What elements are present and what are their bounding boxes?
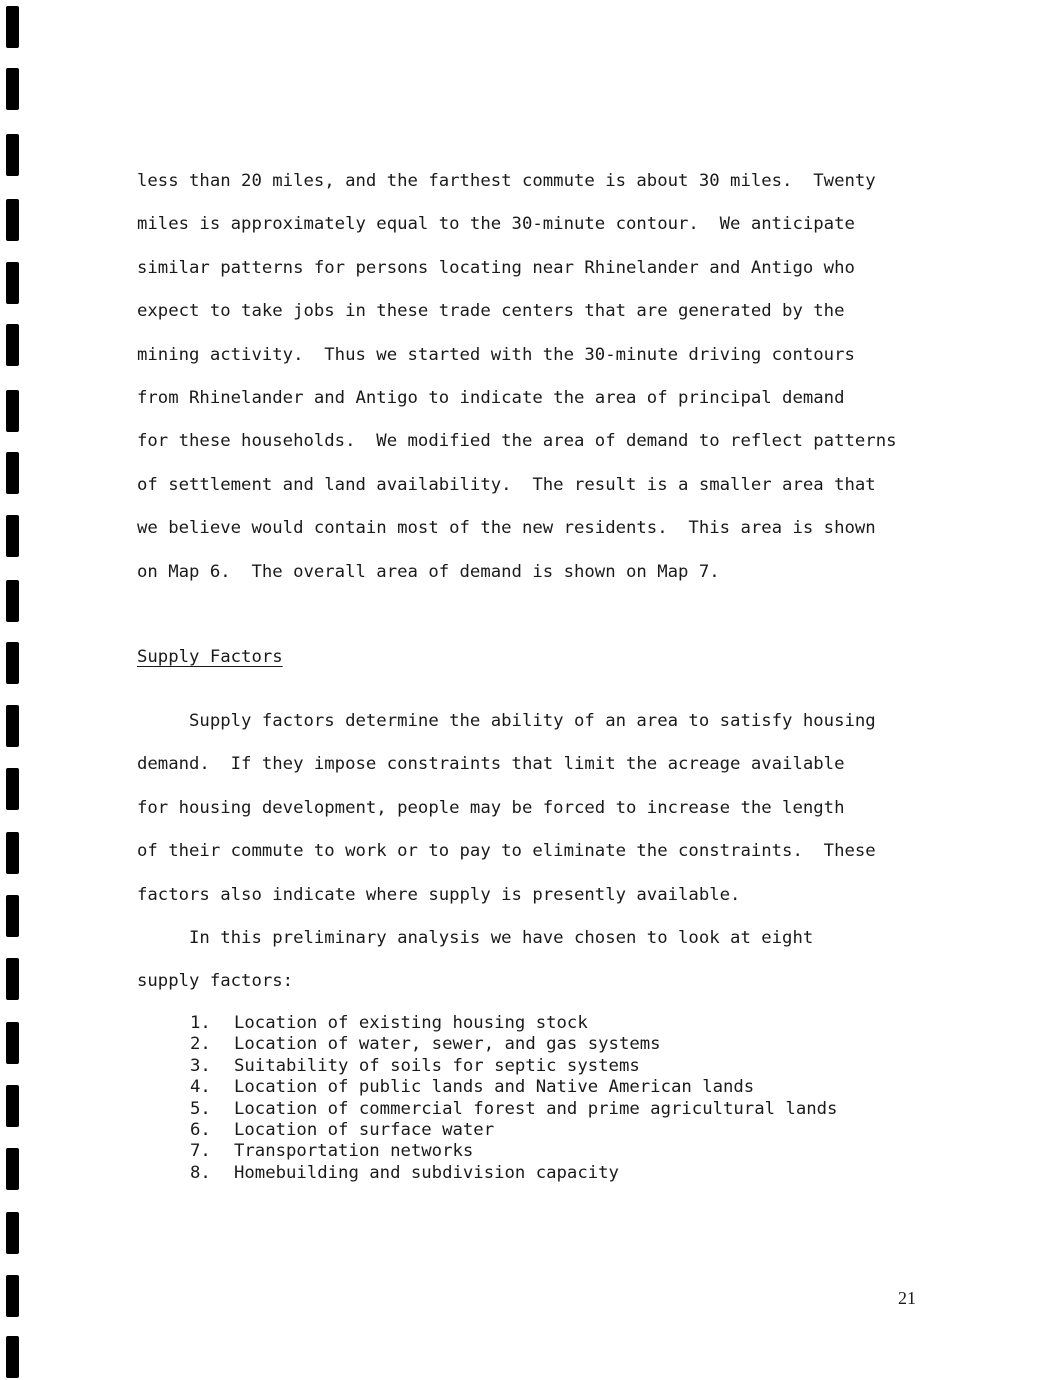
list-item-number: 6.	[190, 1120, 211, 1141]
list-item-number: 5.	[190, 1098, 211, 1119]
binding-hole	[6, 324, 19, 366]
text-line: similar patterns for persons locating near Rhinelander and Antigo who	[137, 257, 855, 278]
binding-hole	[6, 705, 19, 747]
list-item	[190, 1141, 837, 1162]
list-item-number: 1.	[190, 1013, 211, 1033]
text-line: less than 20 miles, and the farthest commute is about 30 miles. Twenty	[137, 171, 876, 191]
text-line: we believe would contain most of the new residents. This area is shown	[137, 518, 876, 539]
text-line: for these households. We modified the area of demand to reflect patterns	[137, 431, 897, 452]
text-line: demand. If they impose constraints that limit the acreage available	[137, 754, 845, 775]
binding-hole	[6, 832, 19, 874]
binding-hole	[6, 262, 19, 304]
text-line: for housing development, people may be forced to increase the length	[137, 797, 845, 818]
binding-hole	[6, 580, 19, 622]
page-number: 21	[898, 1288, 916, 1308]
list-item-number: 7.	[190, 1141, 211, 1162]
binding-hole	[6, 1022, 19, 1064]
binding-hole	[6, 6, 19, 48]
text-line: factors also indicate where supply is presently available.	[137, 884, 741, 905]
list-item	[190, 1163, 837, 1184]
binding-hole	[6, 1275, 19, 1317]
binding-hole	[6, 199, 19, 241]
list-item-number: 4.	[190, 1077, 211, 1098]
binding-hole	[6, 1336, 19, 1378]
binding-hole	[6, 642, 19, 684]
list-item	[190, 1013, 837, 1034]
list-item	[190, 1034, 837, 1055]
text-line: In this preliminary analysis we have chosen to look at eight	[137, 928, 814, 949]
text-line: on Map 6. The overall area of demand is shown on Map 7.	[137, 561, 720, 582]
list-item-text: Location of surface water	[234, 1120, 495, 1141]
binding-hole	[6, 1212, 19, 1254]
binding-hole	[6, 768, 19, 810]
binding-hole	[6, 452, 19, 494]
list-item-number: 2.	[190, 1034, 211, 1055]
text-line: Supply factors determine the ability of an area to satisfy housing	[137, 711, 876, 731]
text-line: miles is approximately equal to the 30-minute contour. We anticipate	[137, 214, 855, 235]
text-line: expect to take jobs in these trade centers that are generated by the	[137, 301, 845, 322]
binding-hole	[6, 1085, 19, 1127]
supply-factors-list	[190, 1013, 837, 1184]
binding-hole	[6, 515, 19, 557]
list-item	[190, 1056, 837, 1077]
text-line: mining activity. Thus we started with the 30-minute driving contours	[137, 344, 855, 365]
binding-hole	[6, 390, 19, 432]
section-heading: Supply Factors	[137, 647, 283, 667]
binding-hole	[6, 134, 19, 176]
binding-hole	[6, 1148, 19, 1190]
text-line: from Rhinelander and Antigo to indicate the area of principal demand	[137, 388, 845, 409]
list-item	[190, 1120, 837, 1141]
text-line: of their commute to work or to pay to eliminate the constraints. These	[137, 841, 876, 862]
list-item-text: Location of commercial forest and prime agricultural lands	[234, 1098, 838, 1119]
list-item-text: Location of existing housing stock	[234, 1013, 588, 1033]
list-item-text: Homebuilding and subdivision capacity	[234, 1162, 619, 1183]
intro-paragraph	[137, 160, 937, 594]
supply-paragraphs	[137, 700, 937, 1004]
binding-holes	[6, 0, 20, 1380]
list-item-text: Location of water, sewer, and gas systems	[234, 1034, 661, 1055]
text-line: of settlement and land availability. The result is a smaller area that	[137, 474, 876, 495]
list-item-text: Transportation networks	[234, 1141, 474, 1162]
list-item-number: 8.	[190, 1162, 211, 1183]
list-item-text: Suitability of soils for septic systems	[234, 1055, 640, 1076]
list-item	[190, 1099, 837, 1120]
list-item	[190, 1077, 837, 1098]
list-item-number: 3.	[190, 1055, 211, 1076]
binding-hole	[6, 895, 19, 937]
text-line: supply factors:	[137, 971, 294, 992]
list-item-text: Location of public lands and Native American lands	[234, 1077, 755, 1098]
binding-hole	[6, 958, 19, 1000]
binding-hole	[6, 68, 19, 110]
